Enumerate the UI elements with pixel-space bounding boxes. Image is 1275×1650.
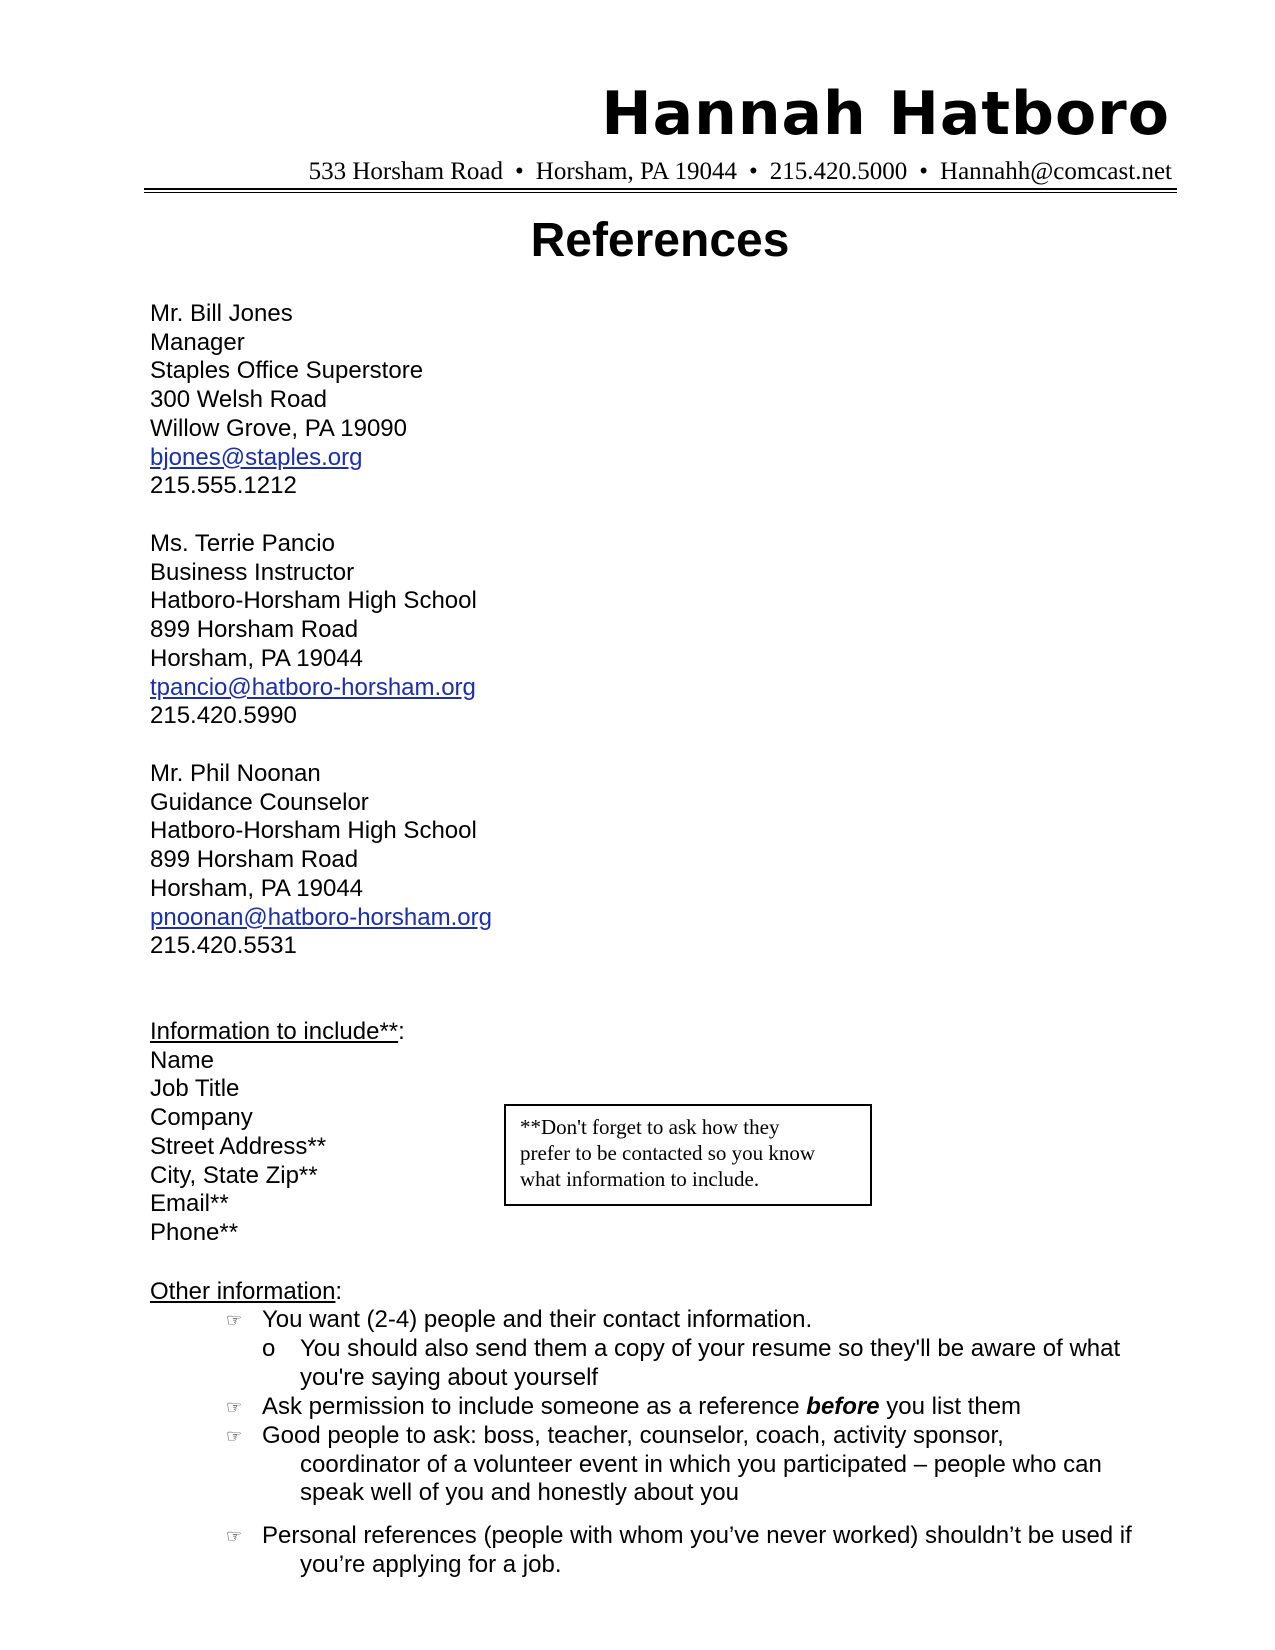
separator-dot: • <box>919 158 929 185</box>
info-item: Phone** <box>150 1218 239 1246</box>
bullet-text: coordinator of a volunteer event in which you participated – people who can <box>300 1450 1102 1478</box>
reference-street: 899 Horsham Road <box>150 616 359 644</box>
reference-phone: 215.555.1212 <box>150 472 297 500</box>
bullet-text-part: Ask permission to include someone as a reference <box>262 1393 807 1420</box>
emphasis-before: before <box>806 1393 880 1420</box>
reference-city: Willow Grove, PA 19090 <box>150 414 408 442</box>
sub-bullet-text: You should also send them a copy of your resume so they'll be aware of what <box>300 1335 1121 1362</box>
separator-dot: • <box>748 158 758 185</box>
info-heading-text: Information to include** <box>150 1018 399 1045</box>
hand-pointer-icon: ☞ <box>226 1397 243 1417</box>
reference-name: Mr. Phil Noonan <box>150 760 321 787</box>
bullet-text-part: you list them <box>879 1393 1022 1420</box>
reference-city: Horsham, PA 19044 <box>150 874 364 902</box>
separator-dot: • <box>515 158 524 185</box>
reference-entry <box>150 760 492 961</box>
reference-job-title: Guidance Counselor <box>150 788 369 816</box>
hand-pointer-icon: ☞ <box>226 1526 243 1546</box>
contact-phone: 215.420.5000 <box>769 158 908 185</box>
contact-city: Horsham, PA 19044 <box>535 158 737 185</box>
header-rule-thick <box>144 188 1177 190</box>
bullet-text: Personal references (people with whom you’ve never worked) shouldn’t be used if <box>262 1522 1132 1549</box>
bullet-item <box>226 1393 1022 1422</box>
reference-name: Mr. Bill Jones <box>150 300 293 327</box>
reference-company: Hatboro-Horsham High School <box>150 587 477 615</box>
reference-email-link[interactable]: pnoonan@hatboro-horsham.org <box>150 903 492 931</box>
reference-job-title: Business Instructor <box>150 558 355 586</box>
bullet-text: You want (2-4) people and their contact information. <box>262 1306 813 1333</box>
sub-bullet-text: you're saying about yourself <box>300 1363 599 1391</box>
contact-line <box>309 158 1172 186</box>
bullet-text <box>262 1393 1021 1422</box>
applicant-name: Hannah Hatboro <box>601 79 1170 149</box>
info-to-include-section <box>150 1018 405 1248</box>
bullet-item <box>226 1522 1132 1579</box>
info-item: Email** <box>150 1190 229 1218</box>
circle-bullet: o <box>262 1335 276 1362</box>
info-item: City, State Zip** <box>150 1161 318 1189</box>
other-info-heading <box>150 1278 342 1307</box>
reference-phone: 215.420.5531 <box>150 932 297 960</box>
bullet-text: speak well of you and honestly about you <box>300 1479 739 1507</box>
hand-pointer-icon: ☞ <box>226 1426 243 1446</box>
info-item: Job Title <box>150 1075 240 1103</box>
info-item: Name <box>150 1046 215 1074</box>
info-item: Street Address** <box>150 1132 327 1160</box>
info-item: Company <box>150 1104 253 1132</box>
reference-street: 899 Horsham Road <box>150 846 359 874</box>
reference-city: Horsham, PA 19044 <box>150 644 364 672</box>
hand-pointer-icon: ☞ <box>226 1310 243 1330</box>
contact-address: 533 Horsham Road <box>308 158 504 185</box>
other-heading-colon: : <box>335 1278 343 1305</box>
reference-name: Ms. Terrie Pancio <box>150 530 335 557</box>
info-heading <box>150 1018 405 1047</box>
contact-preference-note <box>504 1104 872 1206</box>
note-line: **Don't forget to ask how they <box>520 1115 780 1139</box>
page-title: References <box>530 214 790 267</box>
reference-entry <box>150 300 423 501</box>
other-heading-text: Other information <box>150 1278 336 1305</box>
header-rule-thin <box>144 192 1177 193</box>
bullet-text: Good people to ask: boss, teacher, counselor, coach, activity sponsor, <box>262 1422 1004 1449</box>
info-heading-colon: : <box>398 1018 405 1045</box>
contact-email: Hannahh@comcast.net <box>940 158 1172 185</box>
bullet-text: you’re applying for a job. <box>300 1550 562 1578</box>
reference-phone: 215.420.5990 <box>150 702 297 730</box>
reference-job-title: Manager <box>150 328 245 356</box>
reference-company: Staples Office Superstore <box>150 357 424 385</box>
reference-email-link[interactable]: tpancio@hatboro-horsham.org <box>150 673 476 701</box>
bullet-item <box>226 1306 813 1335</box>
reference-street: 300 Welsh Road <box>150 386 327 414</box>
reference-entry <box>150 530 477 731</box>
note-line: prefer to be contacted so you know <box>520 1141 816 1165</box>
reference-company: Hatboro-Horsham High School <box>150 817 477 845</box>
bullet-item <box>226 1422 1102 1508</box>
note-line: what information to include. <box>520 1167 760 1191</box>
sub-bullet-item <box>262 1335 1121 1392</box>
reference-email-link[interactable]: bjones@staples.org <box>150 443 363 471</box>
